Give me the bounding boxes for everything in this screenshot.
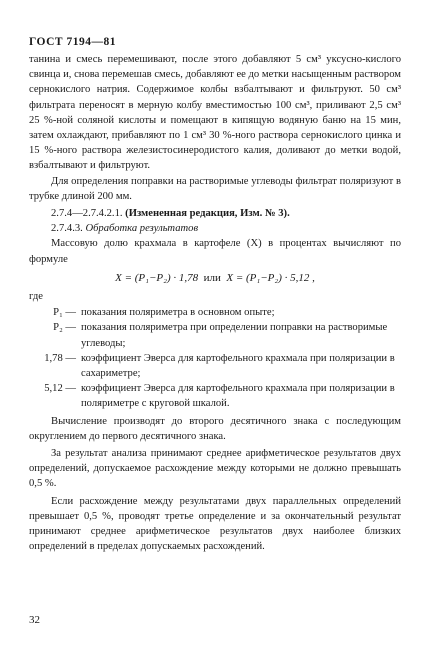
legend-row xyxy=(29,320,401,350)
formula-connector: или xyxy=(203,271,221,284)
paragraph-results-heading xyxy=(29,221,401,236)
legend-symbol: 5,12 — xyxy=(44,383,76,395)
paragraph-amendment xyxy=(29,206,401,221)
page-number: 32 xyxy=(29,614,40,626)
paragraph-discrepancy: Если расхождение между результатами двух параллельных определений превышает 0,5 %, проводят третье определение и за окончательный результат принимают среднее арифметическое результатов двух наиболее близких определений в пределах допускаемых расхождений. xyxy=(29,495,401,553)
standard-header: ГОСТ 7194—81 xyxy=(29,36,116,48)
document-body xyxy=(29,52,401,555)
paragraph-formula-intro: Массовую долю крахмала в картофеле (X) в процентах вычисляют по формуле xyxy=(29,238,401,265)
legend-symbol: P₁ — xyxy=(53,307,76,319)
legend-symbol: 1,78 — xyxy=(44,352,76,364)
legend-description: показания поляриметра при определении поправки на растворимые углеводы; xyxy=(81,322,388,349)
formula-1: X = (P₁−P₂) · 1,78 xyxy=(115,271,199,284)
legend-row xyxy=(29,351,401,381)
section-title: Обработка результатов xyxy=(85,223,199,235)
legend-symbol: P₂ — xyxy=(53,322,76,334)
legend-description: коэффициент Эверса для картофельного крахмала при поляризации в поляриметре с круговой шкалой. xyxy=(81,383,395,410)
formula-2: X = (P₁−P₂) · 5,12 , xyxy=(226,271,315,284)
paragraph-result: За результат анализа принимают среднее арифметическое результатов двух определений, допускаемое расхождение между которыми не должно превышать 0,5 %. xyxy=(29,448,401,490)
legend-description: показания поляриметра в основном опыте; xyxy=(81,307,275,319)
legend-row xyxy=(29,381,401,411)
legend-row xyxy=(29,305,401,320)
paragraph-procedure: танина и смесь перемешивают, после этого добавляют 5 см³ уксусно-кислого свинца и, снова перемешав смесь, добавляют ее до метки насыщенным раствором сернокислого натрия. Содержимое колбы взбалтывают и фильтруют. 50 см³ фильтрата переносят в мерную колбу вместимостью 100 см³, приливают 2,5 см³ 25 %-ной соляной кислоты и помещают в кипящую водяную баню на 15 мин, затем охлаждают, прибавляют по 1 см³ 30 %-ного раствора сернокислого цинка и 15 %-ного раствора железистосинеродистого калия, доливают до метки водой, взбалтывают и фильтруют. xyxy=(29,54,401,172)
clause-number: 2.7.4—2.7.4.2.1. xyxy=(51,208,123,220)
amendment-note: (Измененная редакция, Изм. № 3). xyxy=(125,208,290,220)
formula xyxy=(29,271,401,286)
paragraph-rounding: Вычисление производят до второго десятичного знака с последующим округлением до первого десятичного знака. xyxy=(29,415,401,442)
paragraph-correction: Для определения поправки на растворимые углеводы фильтрат поляризуют в трубке длиной 200 мм. xyxy=(29,175,401,202)
symbol-legend xyxy=(29,305,401,411)
where-label: где xyxy=(29,291,43,303)
legend-description: коэффициент Эверса для картофельного крахмала при поляризации в сахариметре; xyxy=(81,352,395,380)
clause-number: 2.7.4.3. xyxy=(51,223,83,235)
